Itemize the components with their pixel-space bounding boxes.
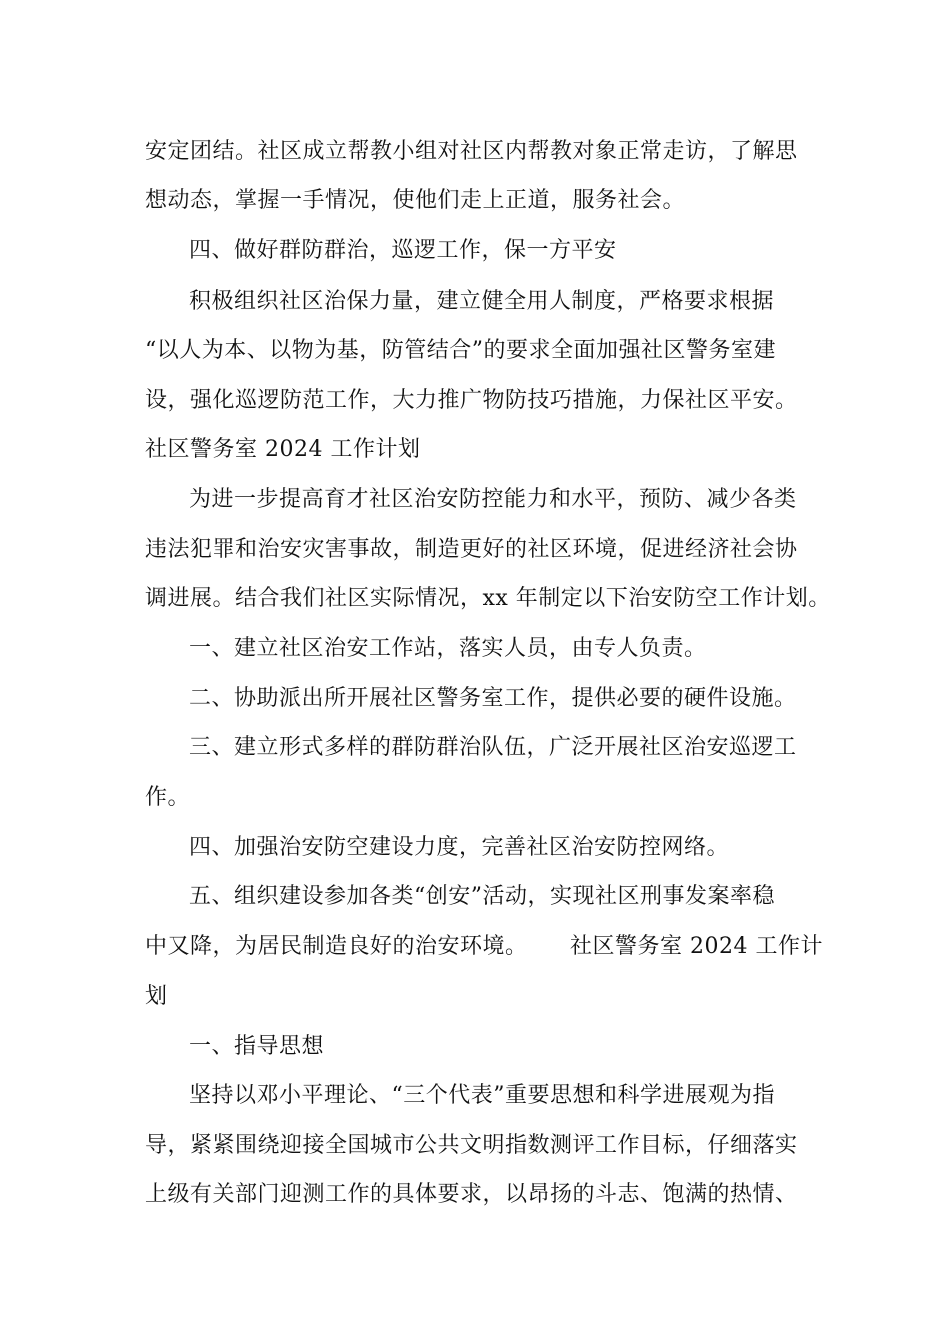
text-line: 划 — [145, 984, 168, 1009]
list-item: 三、建立形式多样的群防群治队伍，广泛开展社区治安巡逻工 — [189, 735, 797, 760]
list-item: 五、组织建设参加各类“创安”活动，实现社区刑事发案率稳 — [189, 884, 775, 909]
section-heading: 一、指导思想 — [189, 1034, 325, 1059]
list-item: 一、建立社区治安工作站，落实人员，由专人负责。 — [189, 636, 707, 661]
text-line: 违法犯罪和治安灾害事故，制造更好的社区环境，促进经济社会协 — [145, 537, 798, 562]
section-heading: 四、做好群防群治，巡逻工作，保一方平安 — [189, 238, 617, 263]
text-line: 中又降，为居民制造良好的治安环境。 — [145, 934, 528, 959]
text-line: 设，强化巡逻防范工作，大力推广物防技巧措施，力保社区平安。 — [145, 388, 798, 413]
text-line: 积极组织社区治保力量，建立健全用人制度，严格要求根据 — [189, 289, 775, 314]
text-line: 为进一步提高育才社区治安防控能力和水平，预防、减少各类 — [189, 487, 797, 512]
text-line: “以人为本、以物为基，防管结合”的要求全面加强社区警务室建 — [145, 338, 776, 363]
text-line: 想动态，掌握一手情况，使他们走上正道，服务社会。 — [145, 188, 686, 213]
text-line: 安定团结。社区成立帮教小组对社区内帮教对象正常走访，了解思 — [145, 139, 798, 164]
text-line: 导，紧紧围绕迎接全国城市公共文明指数测评工作目标，仔细落实 — [145, 1133, 798, 1158]
document-title: 社区警务室 2024 工作计 — [570, 934, 823, 959]
document-title: 社区警务室 2024 工作计划 — [145, 437, 421, 462]
text-line: 坚持以邓小平理论、“三个代表”重要思想和科学进展观为指 — [189, 1083, 775, 1108]
list-item: 四、加强治安防空建设力度，完善社区治安防控网络。 — [189, 835, 730, 860]
text-line: 上级有关部门迎测工作的具体要求，以昂扬的斗志、饱满的热情、 — [145, 1182, 798, 1207]
text-line: 作。 — [145, 785, 191, 810]
list-item: 二、协助派出所开展社区警务室工作，提供必要的硬件设施。 — [189, 686, 797, 711]
text-line: 调进展。结合我们社区实际情况，xx 年制定以下治安防空工作计划。 — [145, 586, 831, 611]
